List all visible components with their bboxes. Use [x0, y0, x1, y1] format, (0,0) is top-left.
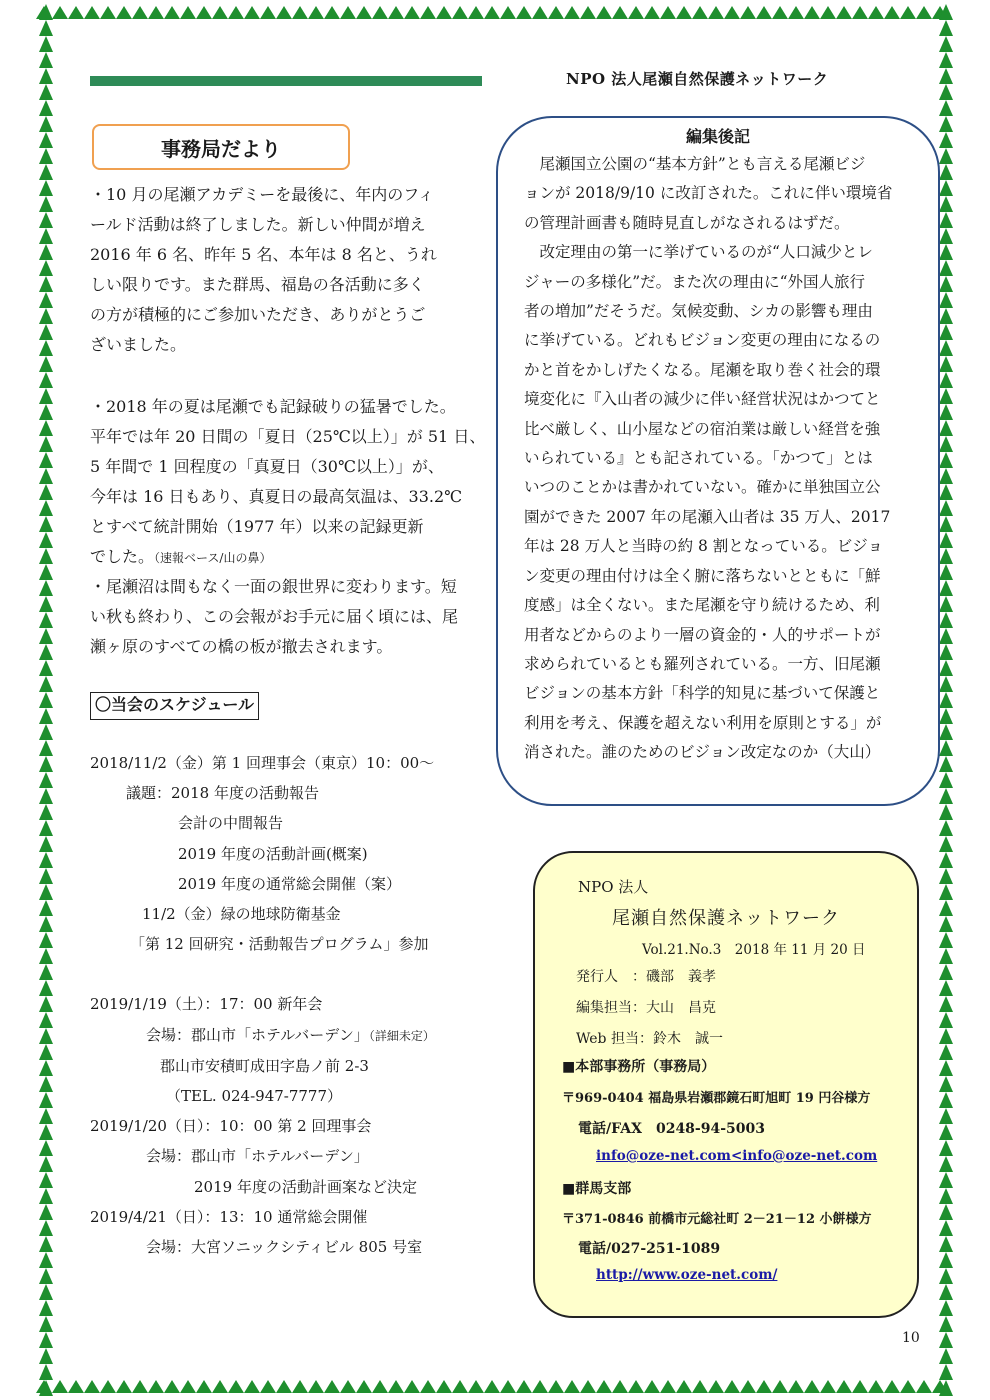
text-line: 年は 28 万人と当時の約 8 割となっている。ビジョ	[524, 537, 883, 556]
decorative-border-bottom	[36, 1378, 954, 1396]
office-news-paragraph-2	[90, 392, 490, 573]
schedule-spacer	[90, 959, 500, 989]
text-line: ョンが 2018/9/10 に改訂された。これに伴い環境省	[524, 184, 893, 203]
text-line: 比べ厳しく、山小屋などの宿泊業は厳しい経営を強	[524, 419, 881, 438]
hq-heading: ■本部事務所（事務局）	[562, 1059, 716, 1075]
text-line: 平年では年 20 日間の「夏日（25℃以上）」が 51 日、	[90, 427, 486, 446]
schedule-line: 2019/1/19（土）：17：00 新年会	[90, 995, 323, 1014]
text-line: いられている』とも記されている。「かつて」とは	[524, 449, 873, 468]
text-line: かと首をかしげたくなる。尾瀬を取り巻く社会的環	[524, 360, 881, 379]
publisher-web: Web 担当：鈴木 誠一	[576, 1031, 723, 1047]
text-line: 利用を考え、保護を超えない利用を原則とする」が	[524, 713, 882, 732]
editor-note-text	[524, 150, 920, 768]
schedule-line: 11/2（金）緑の地球防衛基金	[142, 905, 341, 924]
text-line: とすべて統計開始（1977 年）以来の記録更新	[90, 517, 424, 536]
text-line: いつのことかは書かれていない。確かに単独国立公	[524, 478, 881, 497]
text-line: 5 年間で 1 回程度の「真夏日（30℃以上）」が、	[90, 457, 444, 476]
text-line: ・10 月の尾瀬アカデミーを最後に、年内のフィ	[90, 185, 435, 204]
decorative-border-left	[38, 4, 54, 1396]
header-org-name: NPO 法人尾瀬自然保護ネットワーク	[566, 70, 829, 88]
hq-email[interactable]	[596, 1148, 877, 1164]
page-number: 10	[902, 1330, 920, 1346]
schedule-line: （TEL. 024-947-7777）	[166, 1087, 343, 1106]
header-green-bar	[90, 76, 482, 86]
text-line: い秋も終わり、この会報がお手元に届く頃には、尾	[90, 607, 459, 626]
schedule-line: 「第 12 回研究・活動報告プログラム」参加	[130, 935, 429, 954]
website-link[interactable]: http://www.oze-net.com/	[596, 1267, 778, 1283]
text-line: ジャーの多様化”だ。また次の理由に“外国人旅行	[524, 272, 866, 291]
text-line	[90, 542, 490, 573]
text-line: ・尾瀬沼は間もなく一面の銀世界に変わります。短	[90, 577, 457, 596]
text-line: ールド活動は終了しました。新しい仲間が増え	[90, 215, 426, 234]
publisher-org-line1: NPO 法人	[578, 878, 649, 896]
schedule-line: 郡山市安積町成田字島ノ前 2-3	[160, 1056, 369, 1075]
text-line: 尾瀬国立公園の“基本方針”とも言える尾瀬ビジ	[539, 155, 866, 173]
hq-address: 〒969-0404 福島県岩瀬郡鏡石町旭町 19 円谷様方	[562, 1091, 871, 1106]
office-news-paragraph-1	[90, 180, 490, 360]
schedule-line: 2019/4/21（日）：13：10 通常総会開催	[90, 1207, 368, 1226]
publisher-volume: Vol.21.No.3 2018 年 11 月 20 日	[642, 942, 866, 958]
schedule-line: 2019 年度の活動計画案など決定	[194, 1177, 417, 1196]
office-news-title: 事務局だより	[92, 124, 350, 170]
text-line: 用者などからのより一層の資金的・人的サポートが	[524, 625, 881, 644]
source-note: （速報ベース/山の鼻）	[154, 551, 272, 565]
text-line: ン変更の理由付けは全く腑に落ちないとともに「鮮	[524, 566, 881, 585]
editor-note-title: 編集後記	[685, 127, 750, 146]
schedule-list	[90, 748, 500, 1262]
website[interactable]	[596, 1267, 777, 1283]
venue-note: （詳細未定）	[368, 1028, 435, 1043]
text-line: 今年は 16 日もあり、真夏日の最高気温は、33.2℃	[90, 487, 463, 506]
text-line: 2016 年 6 名、昨年 5 名、本年は 8 名と、うれ	[90, 245, 437, 264]
text-line: 改定理由の第一に挙げているのが“人口減少とレ	[539, 243, 873, 262]
text-line: の管理計画書も随時見直しがなされるはずだ。	[524, 213, 850, 232]
decorative-border-top	[36, 4, 954, 22]
text-line: 求められているとも羅列されている。一方、旧尾瀬	[524, 654, 881, 673]
text-line: 境変化に『入山者の減少に伴い経営状況はかつてと	[524, 390, 881, 409]
text-line: に挙げている。どれもビジョン変更の理由になるの	[524, 331, 881, 350]
publisher-editor: 編集担当：大山 昌克	[576, 1000, 716, 1016]
gunma-phone: 電話/027-251-1089	[578, 1241, 721, 1257]
schedule-line: 会場：郡山市「ホテルバーデン」	[146, 1147, 369, 1166]
text-line: 者の増加”だそうだ。気候変動、シカの影響も理由	[524, 302, 873, 321]
text-span: でした。	[90, 547, 155, 566]
schedule-line: 2019/1/20（日）：10：00 第 2 回理事会	[90, 1117, 372, 1136]
text-line: 園ができた 2007 年の尾瀬入山者は 35 万人、2017	[524, 507, 891, 526]
schedule-heading: 〇当会のスケジュール	[90, 692, 259, 720]
text-line: 度感」は全くない。また尾瀬を守り続けるため、利	[524, 596, 880, 615]
office-news-paragraph-3	[90, 572, 490, 662]
text-line: しい限りです。また群馬、福島の各活動に多く	[90, 275, 425, 294]
text-line: 瀬ヶ原のすべての橋の板が撤去されます。	[90, 637, 393, 656]
text-span: 会場：郡山市「ホテルバーデン」	[146, 1025, 369, 1044]
email-link[interactable]: info@oze-net.com<info@oze-net.com	[596, 1148, 878, 1164]
gunma-heading: ■群馬支部	[562, 1181, 632, 1197]
schedule-line: 2018/11/2（金）第 1 回理事会（東京）10：00～	[90, 754, 435, 772]
text-line: ざいました。	[90, 335, 187, 354]
text-line: 消された。誰のためのビジョン改定なのか（大山）	[524, 743, 881, 762]
schedule-line: 2019 年度の通常総会開催（案）	[178, 874, 401, 893]
text-line: の方が積極的にご参加いただき、ありがとうご	[90, 305, 426, 324]
schedule-line: 2019 年度の活動計画(概案)	[178, 844, 368, 863]
publisher-org-name: 尾瀬自然保護ネットワーク	[612, 908, 840, 929]
text-line: ・2018 年の夏は尾瀬でも記録破りの猛暑でした。	[90, 397, 456, 416]
publisher-name: 発行人 ：磯部 義孝	[576, 969, 716, 985]
hq-phone: 電話/FAX 0248-94-5003	[578, 1121, 765, 1137]
decorative-border-right	[938, 4, 954, 1396]
schedule-line	[90, 1020, 500, 1051]
schedule-line: 会計の中間報告	[178, 814, 284, 833]
text-line: ビジョンの基本方針「科学的知見に基づいて保護と	[524, 684, 881, 703]
schedule-line: 議題：2018 年度の活動報告	[126, 784, 319, 803]
schedule-line: 会場：大宮ソニックシティビル 805 号室	[146, 1238, 423, 1257]
gunma-address: 〒371-0846 前橋市元総社町 2－21－12 小餅様方	[562, 1212, 872, 1227]
